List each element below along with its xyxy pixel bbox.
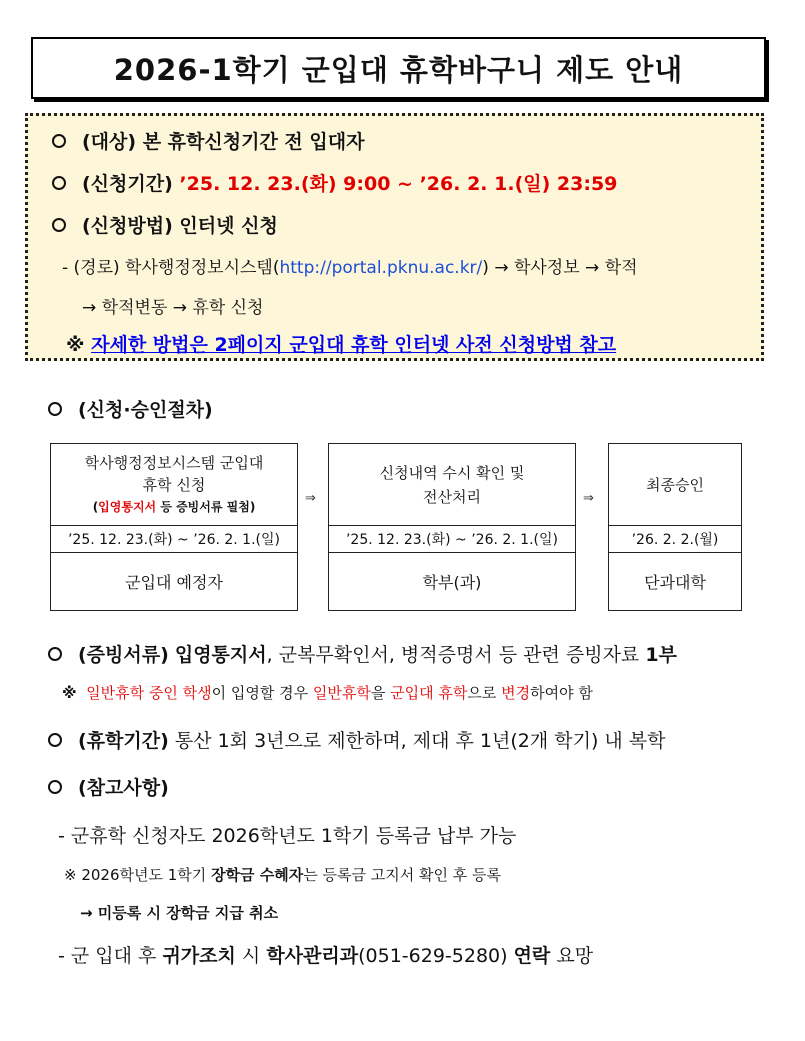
documents-label: (증빙서류) (78, 644, 169, 666)
note-red-3: 군입대 휴학 (390, 684, 468, 702)
page-title: 2026-1학기 군입대 휴학바구니 제도 안내 (113, 52, 684, 87)
step1-date: ’25. 12. 23.(화) ~ ’26. 2. 1.(일) (51, 526, 297, 553)
notes-item-4 (58, 941, 593, 968)
notes-item2-post: 는 등록금 고지서 확인 후 등록 (303, 866, 501, 884)
circle-bullet-icon (48, 647, 62, 661)
target-text: 본 휴학신청기간 전 입대자 (142, 131, 365, 153)
flow-arrow-icon: ⇒ (305, 491, 316, 506)
note-text-2: 을 (370, 684, 386, 702)
step1-title-line1: 학사행정정보시스템 군입대 (84, 453, 264, 472)
circle-bullet-icon (52, 134, 66, 148)
target-row (52, 127, 364, 154)
period-label: (신청기간) (82, 173, 173, 195)
route-row-2: → 학적변동 → 휴학 신청 (82, 298, 264, 318)
method-label: (신청방법) (82, 215, 173, 237)
step3-actor: 단과대학 (644, 572, 706, 592)
circle-bullet-icon (52, 218, 66, 232)
note-row (66, 330, 616, 357)
step1-sub-red: 입영통지서 (98, 499, 157, 514)
note-red-1: 일반휴학 중인 학생 (86, 684, 212, 702)
flow-arrow-icon: ⇒ (583, 491, 594, 506)
step1-sub (93, 496, 256, 518)
method-row (52, 211, 278, 238)
circle-bullet-icon (52, 176, 66, 190)
note-text-4: 하여야 함 (530, 684, 593, 702)
notes-item4-end: 요망 (556, 945, 594, 967)
circle-bullet-icon (48, 402, 62, 416)
circle-bullet-icon (48, 733, 62, 747)
notes-item2-pre: ※ 2026학년도 1학기 (64, 866, 207, 884)
flow-step-2 (328, 443, 576, 611)
notes-item4-bold2: 학사관리과 (266, 945, 359, 967)
title-box (31, 37, 766, 99)
documents-note (62, 682, 593, 703)
notes-item4-mid: 시 (241, 945, 261, 967)
note-red-2: 일반휴학 (312, 684, 371, 702)
procedure-heading: (신청·승인절차) (78, 399, 213, 421)
portal-link[interactable]: http://portal.pknu.ac.kr/ (279, 258, 483, 278)
step1-desc (51, 444, 297, 526)
documents-row (48, 640, 677, 667)
period-text: ’25. 12. 23.(화) 9:00 ~ ’26. 2. 1.(일) 23:59 (179, 173, 618, 195)
notes-item-3: → 미등록 시 장학금 지급 취소 (80, 904, 279, 922)
note-link[interactable]: 자세한 방법은 2페이지 군입대 휴학 인터넷 사전 신청방법 참고 (91, 334, 617, 356)
leave-period-text: 통산 1회 3년으로 제한하며, 제대 후 1년(2개 학기) 내 복학 (174, 730, 666, 752)
period-row (52, 169, 617, 196)
documents-bold-item: 입영통지서 (174, 644, 267, 666)
notes-item4-pre: - 군 입대 후 (58, 945, 157, 967)
documents-rest: , 군복무확인서, 병적증명서 등 관련 증빙자료 (266, 644, 640, 666)
note-text-1: 이 입영할 경우 (211, 684, 309, 702)
notes-item4-phone: (051-629-5280) (358, 945, 508, 967)
procedure-heading-row (48, 395, 213, 422)
leave-period-label: (휴학기간) (78, 730, 169, 752)
notes-item2-bold: 장학금 수혜자 (211, 866, 304, 884)
route-row (62, 253, 638, 278)
info-box (25, 113, 764, 361)
note-mark: ※ (66, 334, 85, 356)
method-text: 인터넷 신청 (179, 215, 278, 237)
step1-actor: 군입대 예정자 (125, 572, 223, 592)
step3-date: ’26. 2. 2.(월) (609, 526, 741, 553)
notes-item4-bold1: 귀가조치 (162, 945, 236, 967)
step2-actor: 학부(과) (422, 572, 482, 592)
note-red-4: 변경 (501, 684, 531, 702)
step3-title: 최종승인 (609, 444, 741, 526)
notes-item-2 (64, 864, 501, 885)
step1-title-line2: 휴학 신청 (142, 475, 206, 494)
notes-label: (참고사항) (78, 777, 169, 799)
notes-item-1: - 군휴학 신청자도 2026학년도 1학기 등록금 납부 가능 (58, 825, 517, 847)
step2-title-line2: 전산처리 (423, 487, 481, 506)
documents-count: 1부 (645, 644, 677, 666)
step2-date: ’25. 12. 23.(화) ~ ’26. 2. 1.(일) (329, 526, 575, 553)
notes-heading-row (48, 773, 169, 800)
step1-sub-open: ( (92, 499, 99, 514)
target-label: (대상) (82, 131, 137, 153)
flow-step-1 (50, 443, 298, 611)
circle-bullet-icon (48, 780, 62, 794)
route-prefix: - (경로) 학사행정정보시스템( (62, 258, 280, 278)
leave-period-row (48, 726, 666, 753)
documents-note-mark: ※ (62, 684, 77, 702)
route-suffix: ) → 학사정보 → 학적 (482, 258, 638, 278)
notes-item4-bold3: 연락 (513, 945, 551, 967)
flow-step-3 (608, 443, 742, 611)
step1-sub-rest: 등 증빙서류 필첨) (156, 499, 256, 514)
step2-title-line1: 신청내역 수시 확인 및 (379, 463, 525, 482)
step2-desc (329, 444, 575, 526)
note-text-3: 으로 (467, 684, 497, 702)
